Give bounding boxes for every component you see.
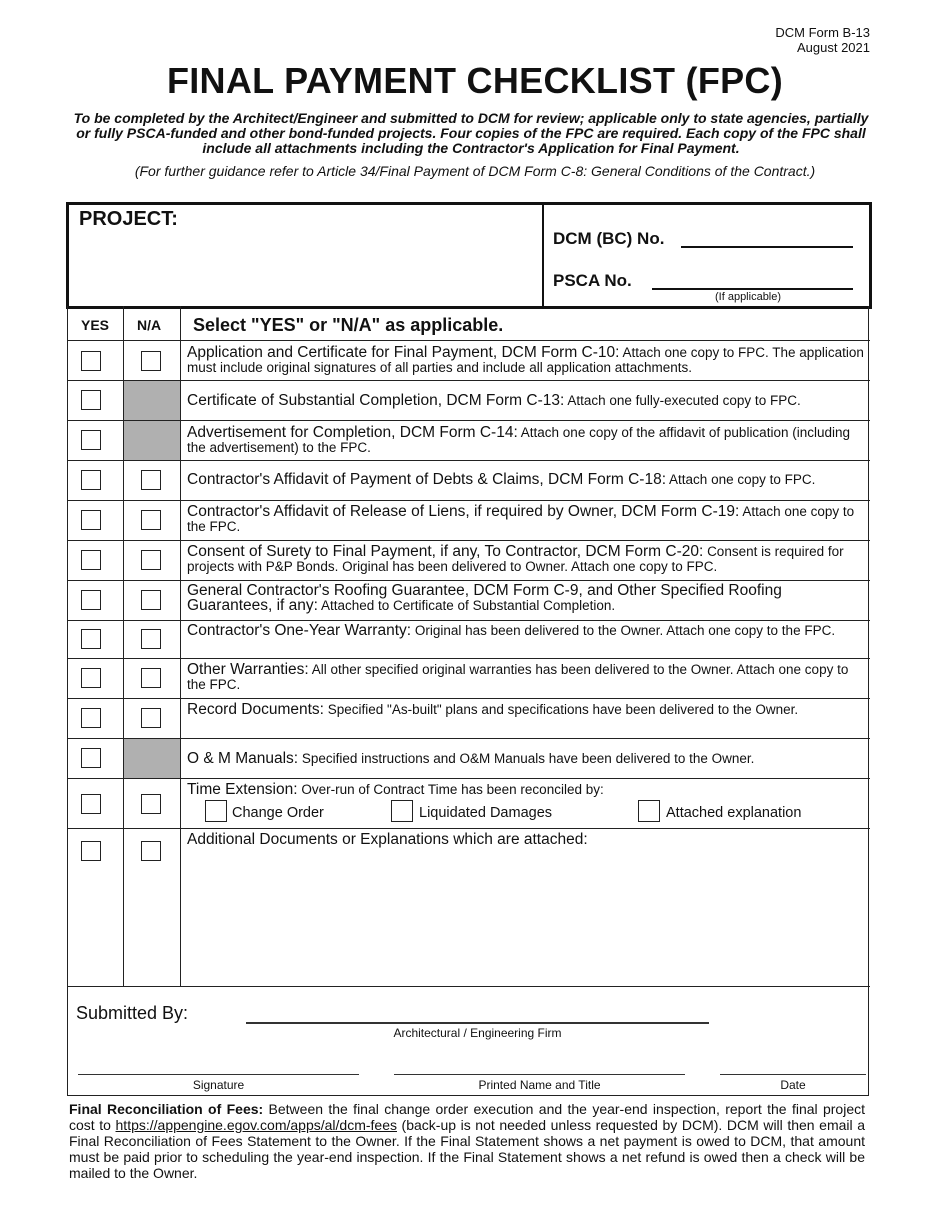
item-title-6: Consent of Surety to Final Payment, if any, To Contractor, DCM Form C-20: <box>187 543 704 560</box>
row-divider <box>68 340 870 341</box>
fee-note-text-1: Between the final change order execution and the year-end inspection, report the final project cost to <box>69 1101 865 1133</box>
firm-caption: Architectural / Engineering Firm <box>393 1026 562 1040</box>
row-divider <box>68 698 870 699</box>
item-title-2: Certificate of Substantial Completion, DCM Form C-13: <box>187 392 565 409</box>
psca-no-label: PSCA No. <box>553 271 632 290</box>
yes-checkbox-11[interactable] <box>81 748 101 768</box>
row-divider <box>68 658 870 659</box>
liquidated-damages-checkbox[interactable] <box>391 800 413 822</box>
na-checkbox-9[interactable] <box>141 668 161 688</box>
item-title-3: Advertisement for Completion, DCM Form C-14: <box>187 424 518 441</box>
yes-checkbox-6[interactable] <box>81 550 101 570</box>
dcm-no-label: DCM (BC) No. <box>553 229 665 248</box>
item-text-5 <box>187 504 869 534</box>
fee-note-heading: Final Reconciliation of Fees: <box>69 1101 264 1117</box>
project-divider <box>542 205 544 306</box>
item-desc-10: Specified "As-built" plans and specifications have been delivered to the Owner. <box>327 702 799 717</box>
item-title-5: Contractor's Affidavit of Release of Liens, if required by Owner, DCM Form C-19: <box>187 503 740 520</box>
yes-checkbox-5[interactable] <box>81 510 101 530</box>
item-text-13 <box>187 832 869 847</box>
yes-checkbox-4[interactable] <box>81 470 101 490</box>
item-desc-2: Attach one fully-executed copy to FPC. <box>567 393 801 408</box>
col-divider-na <box>180 306 181 986</box>
na-checkbox-4[interactable] <box>141 470 161 490</box>
item-desc-11: Specified instructions and O&M Manuals have been delivered to the Owner. <box>301 751 755 766</box>
na-checkbox-8[interactable] <box>141 629 161 649</box>
yes-checkbox-10[interactable] <box>81 708 101 728</box>
dcm-fees-link[interactable]: https://appengine.egov.com/apps/al/dcm-fees <box>115 1117 397 1133</box>
row-divider <box>68 540 870 541</box>
row-divider <box>68 620 870 621</box>
item-desc-6: Consent is required for projects with P&P Bonds. Original has been delivered to Owner. Attach one copy to FPC. <box>187 544 844 574</box>
date-field[interactable] <box>720 1074 866 1075</box>
col-header-na: N/A <box>137 317 162 333</box>
attached-explanation-checkbox[interactable] <box>638 800 660 822</box>
row-divider <box>68 500 870 501</box>
yes-checkbox-9[interactable] <box>81 668 101 688</box>
item-text-12 <box>187 782 869 797</box>
item-desc-4: Attach one copy to FPC. <box>669 472 816 487</box>
date-caption: Date <box>780 1078 806 1092</box>
row-divider <box>68 460 870 461</box>
item-text-3 <box>187 425 869 455</box>
submitted-by-label: Submitted By: <box>76 1003 189 1023</box>
item-desc-3: Attach one copy of the affidavit of publication (including the advertisement) to the FPC. <box>187 425 850 455</box>
firm-field[interactable] <box>246 1022 709 1024</box>
item-title-4: Contractor's Affidavit of Payment of Debts & Claims, DCM Form C-18: <box>187 471 667 488</box>
row-divider <box>68 828 870 829</box>
item-text-2 <box>187 393 869 408</box>
item-desc-1: Attach one copy to FPC. The application must include original signatures of all parties and include all application attachments. <box>187 345 864 375</box>
printed-name-field[interactable] <box>394 1074 685 1075</box>
item-desc-12: Over-run of Contract Time has been reconciled by: <box>301 782 604 797</box>
yes-checkbox-2[interactable] <box>81 390 101 410</box>
na-checkbox-7[interactable] <box>141 590 161 610</box>
na-checkbox-10[interactable] <box>141 708 161 728</box>
na-checkbox-12[interactable] <box>141 794 161 814</box>
dcm-no-field[interactable] <box>681 246 853 248</box>
na-checkbox-6[interactable] <box>141 550 161 570</box>
intro-text: To be completed by the Architect/Engineer and submitted to DCM for review; applicable only to state agencies, partially or fully PSCA-funded and other bond-funded projects. Four copies of the FPC are required. Each copy of the FPC shall include all attachments including the Contractor's Application for Final Payment. <box>73 110 869 156</box>
yes-checkbox-3[interactable] <box>81 430 101 450</box>
na-shaded-cell <box>124 421 180 460</box>
item-text-10 <box>187 702 869 717</box>
item-desc-8: Original has been delivered to the Owner. Attach one copy to the FPC. <box>414 623 836 638</box>
form-date: August 2021 <box>796 40 870 55</box>
yes-checkbox-1[interactable] <box>81 351 101 371</box>
form-id <box>775 25 870 55</box>
fee-reconciliation-note <box>69 1101 865 1181</box>
yes-checkbox-7[interactable] <box>81 590 101 610</box>
liquidated-damages-label: Liquidated Damages <box>419 805 553 821</box>
row-divider <box>68 420 870 421</box>
item-title-12: Time Extension: <box>187 781 298 798</box>
item-desc-5: Attach one copy to the FPC. <box>187 504 855 534</box>
project-label: PROJECT: <box>79 208 178 230</box>
printed-name-caption: Printed Name and Title <box>478 1078 601 1092</box>
yes-checkbox-13[interactable] <box>81 841 101 861</box>
row-divider <box>68 380 870 381</box>
change-order-label: Change Order <box>232 805 324 821</box>
na-shaded-cell <box>124 739 180 778</box>
instruction-header: Select "YES" or "N/A" as applicable. <box>193 315 504 335</box>
item-title-1: Application and Certificate for Final Payment, DCM Form C-10: <box>187 344 620 361</box>
yes-checkbox-12[interactable] <box>81 794 101 814</box>
change-order-checkbox[interactable] <box>205 800 227 822</box>
na-checkbox-13[interactable] <box>141 841 161 861</box>
item-title-7: General Contractor's Roofing Guarantee, DCM Form C-9, and Other Specified Roofing Guarantees, if any: <box>187 582 782 614</box>
form-number: DCM Form B-13 <box>775 25 870 40</box>
project-box <box>66 202 872 309</box>
item-text-9 <box>187 662 869 692</box>
col-header-yes: YES <box>81 317 110 333</box>
page-title: FINAL PAYMENT CHECKLIST (FPC) <box>166 60 784 101</box>
item-title-11: O & M Manuals: <box>187 750 299 767</box>
if-applicable-note: (If applicable) <box>715 291 782 303</box>
na-checkbox-5[interactable] <box>141 510 161 530</box>
row-divider <box>68 738 870 739</box>
guidance-text: (For further guidance refer to Article 34/Final Payment of DCM Form C-8: General Conditions of the Contract.) <box>134 163 816 179</box>
row-divider <box>68 986 870 987</box>
yes-checkbox-8[interactable] <box>81 629 101 649</box>
item-title-13: Additional Documents or Explanations which are attached: <box>187 831 588 848</box>
row-divider <box>68 778 870 779</box>
checklist-table <box>67 306 869 1096</box>
item-title-9: Other Warranties: <box>187 661 309 678</box>
signature-caption: Signature <box>192 1078 245 1092</box>
item-text-7 <box>187 583 869 613</box>
na-checkbox-1[interactable] <box>141 351 161 371</box>
item-text-6 <box>187 544 869 574</box>
item-desc-7: Attached to Certificate of Substantial Completion. <box>320 598 616 613</box>
item-text-11 <box>187 751 869 766</box>
attached-explanation-label: Attached explanation <box>666 805 802 821</box>
signature-field[interactable] <box>78 1074 359 1075</box>
item-text-4 <box>187 472 869 487</box>
row-divider <box>68 580 870 581</box>
item-title-10: Record Documents: <box>187 701 324 718</box>
psca-no-field[interactable] <box>652 288 853 290</box>
na-shaded-cell <box>124 381 180 420</box>
item-title-8: Contractor's One-Year Warranty: <box>187 622 412 639</box>
item-text-8 <box>187 623 869 638</box>
item-desc-9: All other specified original warranties has been delivered to the Owner. Attach one copy to the FPC. <box>187 662 849 692</box>
item-text-1 <box>187 345 869 375</box>
fee-note-text-2: (back-up is not needed unless requested by DCM). DCM will then email a Final Reconciliation of Fees Statement to the Owner. If the Final Statement shows a net payment is owed to DCM, that amount must be paid prior to scheduling the year-end inspection. If the Final Statement shows a net refund is owed then a check will be mailed to the Owner. <box>69 1117 865 1181</box>
